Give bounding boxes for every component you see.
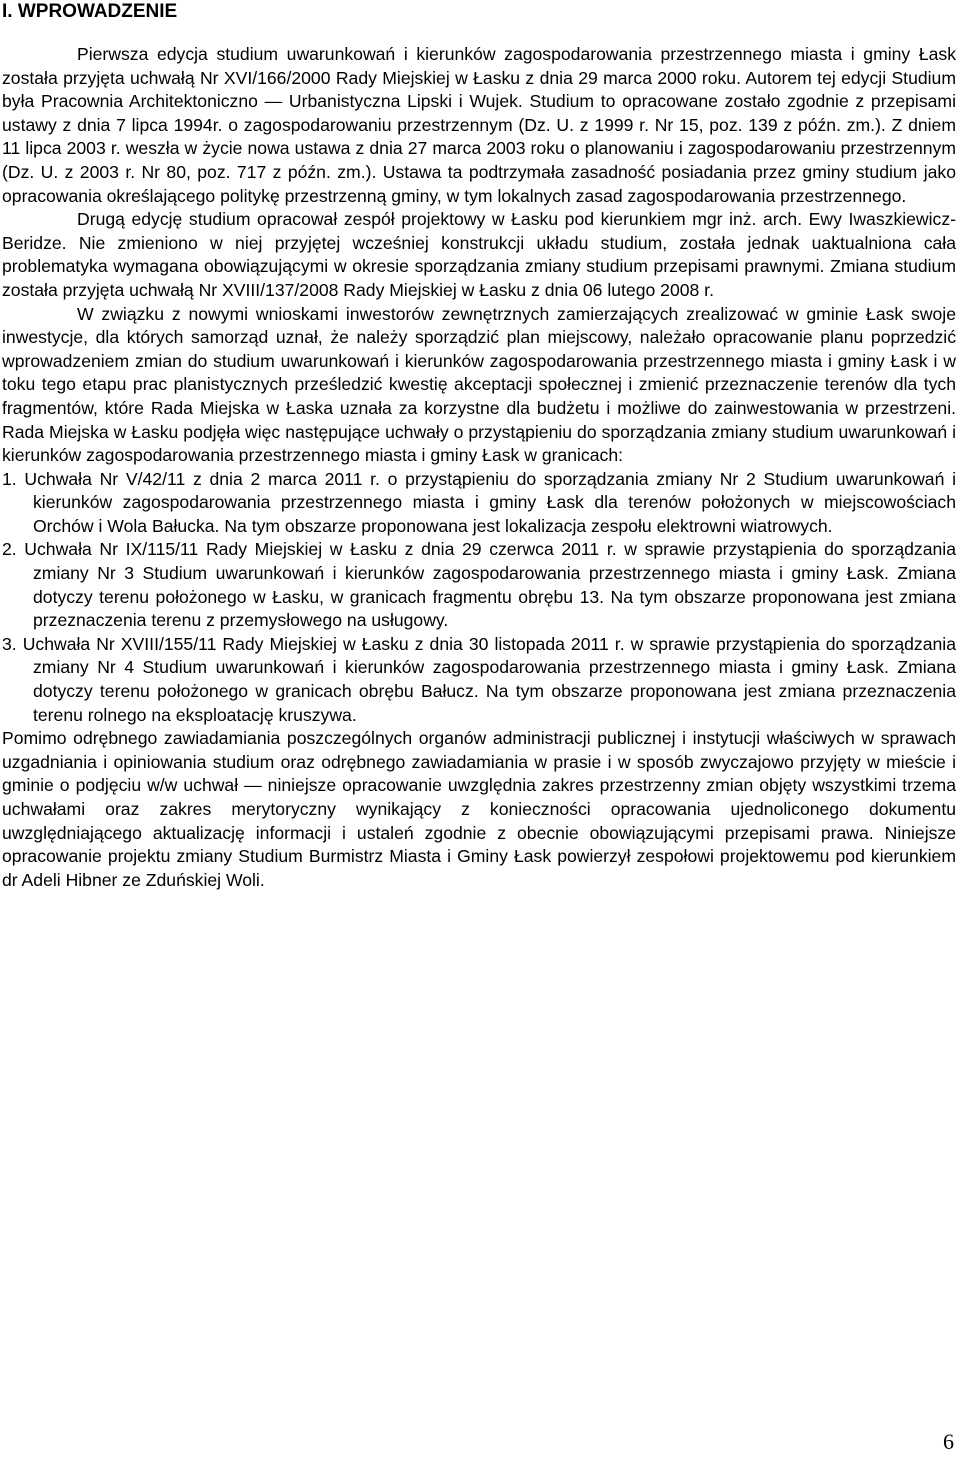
document-body bbox=[2, 43, 956, 892]
closing-paragraph: Pomimo odrębnego zawiadamiania poszczególnych organów administracji publicznej i instytucji właściwych w sprawach uzgadniania i opiniowania studium oraz odrębnego zawiadamiania w prasie i w sposób zwyczajowo przyjęty w mieście i gminie o podjęciu w/w uchwał ― niniejsze opracowanie uwzględnia zakres przestrzenny zmian objęty wszystkimi trzema uchwałami oraz zakres merytoryczny wynikający z konieczności opracowania ujednoliconego dokumentu uwzględniającego aktualizację informacji i ustaleń zgodnie z obecnie obowiązującymi przepisami prawa. Niniejsze opracowanie projektu zmiany Studium Burmistrz Miasta i Gminy Łask powierzył zespołowi projektowemu pod kierunkiem dr Adeli Hibner ze Zduńskiej Woli. bbox=[2, 728, 956, 890]
list-item: 1. Uchwała Nr V/42/11 z dnia 2 marca 2011 r. o przystąpieniu do sporządzania zmiany Nr 2 Studium uwarunkowań i kierunków zagospodarowania przestrzennego miasta i gminy Łask dla terenów położonych w miejscowościach Orchów i Wola Bałucka. Na tym obszarze proponowana jest lokalizacja zespołu elektrowni wiatrowych. bbox=[2, 468, 956, 536]
intro-paragraph: Pierwsza edycja studium uwarunkowań i kierunków zagospodarowania przestrzennego miasta i gminy Łask została przyjęta uchwałą Nr XVI/166/2000 Rady Miejskiej w Łasku z dnia 29 marca 2000 roku. Autorem tej edycji Studium była Pracownia Architektoniczno ― Urbanistyczna Lipski i Wujek. Studium to opracowane zostało zgodnie z przepisami ustawy z dnia 7 lipca 1994r. o zagospodarowaniu przestrzennym (Dz. U. z 1999 r. Nr 15, poz. 139 z późn. zm.). Z dniem 11 lipca 2003 r. weszła w życie nowa ustawa z dnia 27 marca 2003 roku o planowaniu i zagospodarowaniu przestrzennym (Dz. U. z 2003 r. Nr 80, poz. 717 z późn. zm.). Ustawa ta podtrzymała zasadność posiadania przez gminy studium jako opracowania określającego politykę przestrzenną gminy, w tym lokalnych zasad zagospodarowania przestrzennego. bbox=[2, 44, 956, 206]
section-heading: I. WPROWADZENIE bbox=[2, 1, 178, 22]
list-item: 2. Uchwała Nr IX/115/11 Rady Miejskiej w Łasku z dnia 29 czerwca 2011 r. w sprawie przystąpienia do sporządzania zmiany Nr 3 Studium uwarunkowań i kierunków zagospodarowania przestrzennego miasta i gminy Łask. Zmiana dotyczy terenu położonego w Łasku, w granicach fragmentu obrębu 13. Na tym obszarze proponowana jest zmiana przeznaczenia terenu z przemysłowego na usługowy. bbox=[2, 539, 956, 631]
list-item: 3. Uchwała Nr XVIII/155/11 Rady Miejskiej w Łasku z dnia 30 listopada 2011 r. w sprawie przystąpienia do sporządzania zmiany Nr 4 Studium uwarunkowań i kierunków zagospodarowania przestrzennego miasta i gminy Łask. Zmiana dotyczy terenu położonego w granicach obrębu Bałucz. Na tym obszarze proponowana jest zmiana przeznaczenia terenu rolnego na eksploatację kruszywa. bbox=[2, 633, 956, 725]
second-edition-paragraph: Drugą edycję studium opracował zespół projektowy w Łasku pod kierunkiem mgr inż. arch. Ewy Iwaszkiewicz-Beridze. Nie zmieniono w niej przyjętej wcześniej konstrukcji układu studium, została jednak uaktualniona cała problematyka wymagana obowiązującymi w okresie sporządzania zmiany studium przepisami prawnymi. Zmiana studium została przyjęta uchwałą Nr XVIII/137/2008 Rady Miejskiej w Łasku z dnia 06 lutego 2008 r. bbox=[2, 209, 956, 300]
page-number: 6 bbox=[943, 1429, 954, 1454]
resolutions-list bbox=[2, 468, 956, 728]
resolutions-paragraph: W związku z nowymi wnioskami inwestorów zewnętrznych zamierzających zrealizować w gminie Łask swoje inwestycje, dla których samorząd uznał, że należy sporządzić plan miejscowy, należało opracowanie planu poprzedzić wprowadzeniem zmian do studium uwarunkowań i kierunków zagospodarowania przestrzennego miasta i gminy Łask i w toku tego etapu prac planistycznych prześledzić kwestię akceptacji społecznej i zmienić przeznaczenie terenów dla tych fragmentów, które Rada Miejska w Łaska uznała za korzystne dla budżetu i możliwe do zainwestowania w przestrzeni. Rada Miejska w Łasku podjęła więc następujące uchwały o przystąpieniu do sporządzania zmiany studium uwarunkowań i kierunków zagospodarowania przestrzennego miasta i gminy Łask w granicach: bbox=[2, 303, 956, 466]
